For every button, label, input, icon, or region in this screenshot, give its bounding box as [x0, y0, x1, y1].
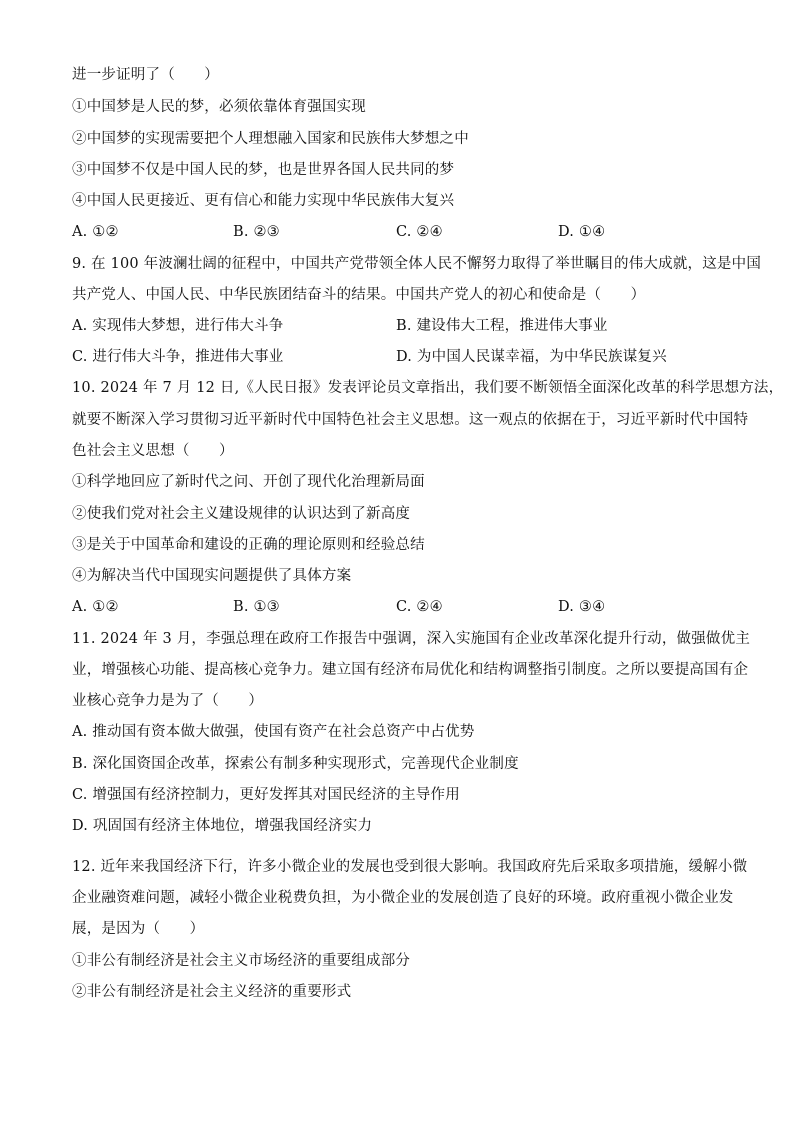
q10-option-a[interactable]: A. ①② — [72, 599, 119, 615]
q10-option-b[interactable]: B. ①③ — [233, 599, 280, 615]
q9-stem-line-2: 共产党人、中国人民、中华民族团结奋斗的结果。中国共产党人的初心和使命是（ ） — [72, 287, 646, 303]
q10-statement-1: ①科学地回应了新时代之问、开创了现代化治理新局面 — [72, 474, 425, 490]
q10-stem-line-3: 色社会主义思想（ ） — [72, 443, 234, 459]
q11-stem-line-3: 业核心竞争力是为了（ ） — [72, 693, 264, 709]
q10-stem-line-2: 就要不断深入学习贯彻习近平新时代中国特色社会主义思想。这一观点的依据在于，习近平新时代中国特 — [72, 412, 749, 428]
q10-statement-4: ④为解决当代中国现实问题提供了具体方案 — [72, 568, 352, 584]
q11-option-d[interactable]: D. 巩固国有经济主体地位，增强我国经济实力 — [72, 818, 373, 834]
q11-option-b[interactable]: B. 深化国资国企改革，探索公有制多种实现形式，完善现代企业制度 — [72, 756, 519, 772]
q9-option-b[interactable]: B. 建设伟大工程，推进伟大事业 — [396, 318, 608, 334]
q9-stem-line-1: 9. 在 100 年波澜壮阔的征程中，中国共产党带领全体人民不懈努力取得了举世瞩目的伟大成就，这是中国 — [72, 256, 762, 272]
q8-statement-4: ④中国人民更接近、更有信心和能力实现中华民族伟大复兴 — [72, 193, 455, 209]
q10-stem-line-1: 10. 2024 年 7 月 12 日,《人民日报》发表评论员文章指出，我们要不断领悟全面深化改革的科学思想方法， — [72, 380, 784, 396]
q12-stem-line-2: 企业融资难问题，减轻小微企业税费负担，为小微企业的发展创造了良好的环境。政府重视小微企业发 — [72, 890, 734, 906]
q11-stem-line-2: 业，增强核心功能、提高核心竞争力。建立国有经济布局优化和结构调整指引制度。之所以要提高国有企 — [72, 662, 749, 678]
q12-statement-1: ①非公有制经济是社会主义市场经济的重要组成部分 — [72, 953, 411, 969]
q12-stem-line-3: 展，是因为（ ） — [72, 921, 205, 937]
q9-option-d[interactable]: D. 为中国人民谋幸福，为中华民族谋复兴 — [396, 349, 667, 365]
q8-stem-tail: 进一步证明了（ ） — [72, 67, 219, 83]
q11-option-a[interactable]: A. 推动国有资本做大做强，使国有资产在社会总资产中占优势 — [72, 724, 475, 740]
q9-option-c[interactable]: C. 进行伟大斗争，推进伟大事业 — [72, 349, 284, 365]
q11-stem-line-1: 11. 2024 年 3 月，李强总理在政府工作报告中强调，深入实施国有企业改革深化提升行动，做强做优主 — [72, 631, 751, 647]
q10-statement-2: ②使我们党对社会主义建设规律的认识达到了新高度 — [72, 506, 411, 522]
q8-option-a[interactable]: A. ①② — [72, 224, 119, 240]
q12-stem-line-1: 12. 近年来我国经济下行，许多小微企业的发展也受到很大影响。我国政府先后采取多项措施，缓解小微 — [72, 859, 748, 875]
q10-option-d[interactable]: D. ③④ — [558, 599, 606, 615]
q8-option-d[interactable]: D. ①④ — [558, 224, 606, 240]
q8-option-c[interactable]: C. ②④ — [396, 224, 443, 240]
q9-option-a[interactable]: A. 实现伟大梦想，进行伟大斗争 — [72, 318, 284, 334]
q10-statement-3: ③是关于中国革命和建设的正确的理论原则和经验总结 — [72, 537, 425, 553]
q8-statement-2: ②中国梦的实现需要把个人理想融入国家和民族伟大梦想之中 — [72, 131, 469, 147]
q8-statement-3: ③中国梦不仅是中国人民的梦，也是世界各国人民共同的梦 — [72, 162, 455, 178]
q11-option-c[interactable]: C. 增强国有经济控制力，更好发挥其对国民经济的主导作用 — [72, 787, 460, 803]
q8-option-b[interactable]: B. ②③ — [233, 224, 280, 240]
q12-statement-2: ②非公有制经济是社会主义经济的重要形式 — [72, 984, 352, 1000]
q8-statement-1: ①中国梦是人民的梦，必须依靠体育强国实现 — [72, 99, 366, 115]
q10-option-c[interactable]: C. ②④ — [396, 599, 443, 615]
